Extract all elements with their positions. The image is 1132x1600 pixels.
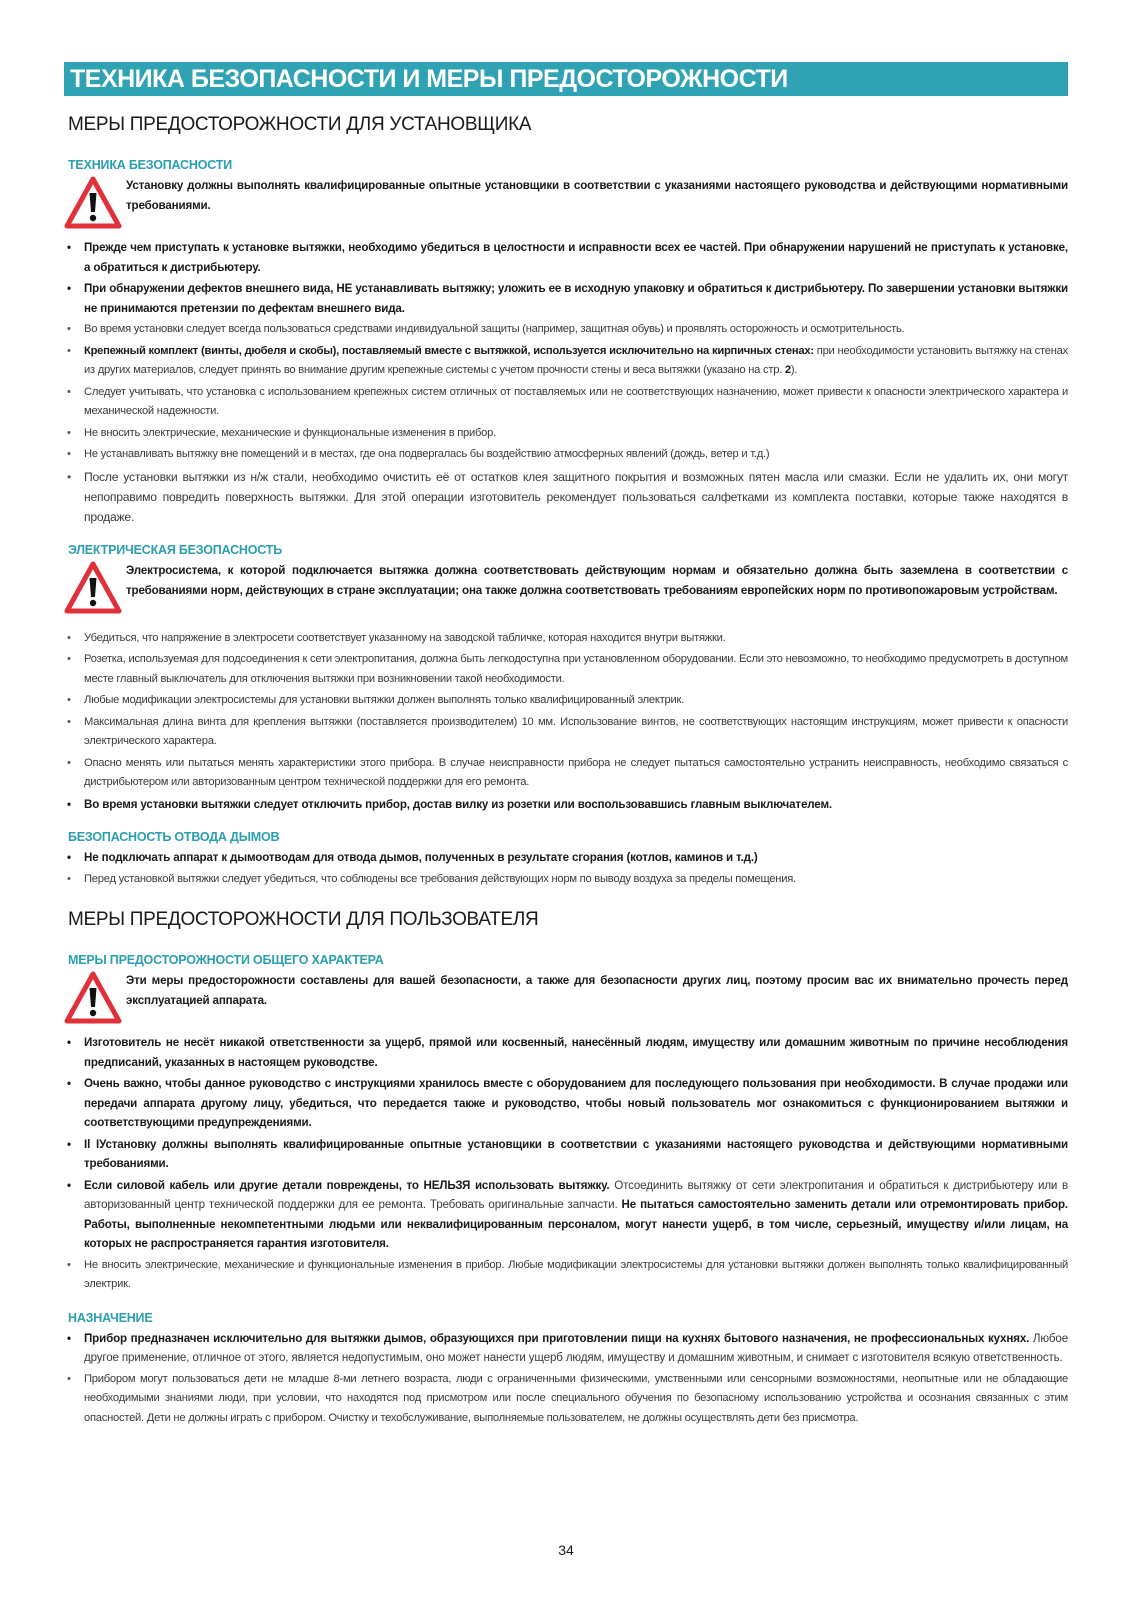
- purpose-bold-text: Прибор предназначен исключительно для вытяжки дымов, образующихся при приготовлении пищи на кухнях бытового назначения, не профессиональных кухнях.: [84, 1331, 1030, 1345]
- page-number: 34: [558, 1542, 574, 1558]
- fastener-light-text: при необходимости установить вытяжку на стенах из других материалов, следует принять во внимание другим крепежные системы с учетом прочности стены и веса вытяжки (указано на стр.: [84, 344, 1068, 376]
- warning-triangle-icon: [64, 971, 122, 1025]
- warning-triangle-icon: [64, 561, 122, 615]
- list-item: [64, 342, 1068, 381]
- safety-subtitle: ТЕХНИКА БЕЗОПАСНОСТИ: [68, 158, 232, 172]
- electric-warning-text: Электросистема, к которой подключается вытяжка должна соответствовать действующим нормам и обязательно должна быть заземлена в соответствии с требованиями норм, действующих в стране эксплуатации; она также должна соответствовать требованиям европейских норм по противопожаровым устройствам.: [126, 563, 1068, 597]
- smoke-subtitle: БЕЗОПАСНОСТЬ ОТВОДА ДЫМОВ: [68, 830, 280, 844]
- fastener-bold-text: Крепежный комплект (винты, дюбеля и скобы), поставляемый вместе с вытяжкой, используется исключительно на кирпичных стенах:: [84, 344, 814, 357]
- list-item: • Во время установки следует всегда пользоваться средствами индивидуальной защиты (например, защитная обувь) и проявлять осторожность и осмотрительность.: [64, 320, 1068, 340]
- smoke-list: [64, 848, 1068, 889]
- fastener-end-text: ).: [790, 364, 798, 376]
- general-warning: [64, 971, 1068, 1025]
- page-banner: ТЕХНИКА БЕЗОПАСНОСТИ И МЕРЫ ПРЕДОСТОРОЖНОСТИ: [64, 62, 1068, 96]
- list-item: • Максимальная длина винта для крепления вытяжки (поставляется производителем) 10 мм. Использование винтов, не соответствующих настоящим инструкциям, может привести к опасности электрического характера.: [64, 713, 1068, 752]
- list-item: [64, 1329, 1068, 1368]
- warning-triangle-icon: [64, 176, 122, 230]
- list-item: • Во время установки вытяжки следует отключить прибор, достав вилку из розетки или воспользовавшись главным выключателем.: [64, 795, 1068, 815]
- list-item: • Il IУстановку должны выполнять квалифицированные опытные установщики в соответствии с указаниями настоящего руководства и действующими нормативными требованиями.: [64, 1135, 1068, 1174]
- list-item: • Перед установкой вытяжки следует убедиться, что соблюдены все требования действующих норм по выводу воздуха за пределы помещения.: [64, 870, 1068, 890]
- safety-warning: [64, 176, 1068, 230]
- list-item: • Очень важно, чтобы данное руководство с инструкциями хранилось вместе с оборудованием для последующего пользования при необходимости. В случае продажи или передачи аппарата другому лицу, убедиться, что передается также и руководство, чтобы новый пользователь мог ознакомиться с функционированием вытяжки и соответствующими предупреждениями.: [64, 1074, 1068, 1133]
- purpose-list: [64, 1329, 1068, 1429]
- list-item: • Не вносить электрические, механические и функциональные изменения в прибор.: [64, 424, 1068, 444]
- user-section-title: МЕРЫ ПРЕДОСТОРОЖНОСТИ ДЛЯ ПОЛЬЗОВАТЕЛЯ: [68, 909, 539, 930]
- purpose-light-text: Любое другое применение, отличное от этого, является недопустимым, оно может нанести ущерб людям, имуществу и домашним животным, и снимает с изготовителя всякую ответственность.: [84, 1331, 1068, 1364]
- electric-list: [64, 629, 1068, 815]
- list-item: • Убедиться, что напряжение в электросети соответствует указанному на заводской табличке, которая находится внутри вытяжки.: [64, 629, 1068, 649]
- list-item: • Розетка, используемая для подсоединения к сети электропитания, должна быть легкодоступна при установленном оборудовании. Если это невозможно, то необходимо предусмотреть в доступном месте главный выключатель для отключения вытяжки при возникновении такой необходимости.: [64, 650, 1068, 689]
- list-item: • Не подключать аппарат к дымоотводам для отвода дымов, полученных в результате сгорания (котлов, каминов и т.д.): [64, 848, 1068, 868]
- purpose-subtitle: НАЗНАЧЕНИЕ: [68, 1310, 153, 1325]
- cable-bold-text-2: Не пытаться самостоятельно заменить детали или отремонтировать прибор. Работы, выполненные некомпетентными людьми или неквалифицированным персоналом, могут нанести ущерб, в том числе, серьезный, имуществу и/или лицам, на которых не распространяется гарантия изготовителя.: [84, 1198, 1068, 1250]
- list-item: • Опасно менять или пытаться менять характеристики этого прибора. В случае неисправности прибора не следует пытаться самостоятельно устранить неисправность, необходимо связаться с дистрибьютером или авторизованным центром технической поддержки для его ремонта.: [64, 754, 1068, 793]
- document-page: [64, 62, 1068, 1430]
- list-item: • Не вносить электрические, механические и функциональные изменения в прибор. Любые модификации электросистемы для установки вытяжки должен выполнять только квалифицированный электрик.: [64, 1256, 1068, 1295]
- cable-light-text: Отсоединить вытяжку от сети электропитания и обратиться к дистрибьютеру или в авторизованный центр технической поддержки для ее ремонта. Требовать оригинальные запчасти.: [84, 1178, 1068, 1211]
- list-item: • Не устанавливать вытяжку вне помещений и в местах, где она подвергалась бы воздействию атмосферных явлений (дождь, ветер и т.д.): [64, 445, 1068, 465]
- general-subtitle: МЕРЫ ПРЕДОСТОРОЖНОСТИ ОБЩЕГО ХАРАКТЕРА: [68, 953, 384, 967]
- list-item: • Прибором могут пользоваться дети не младше 8-ми летнего возраста, люди с ограниченными физическими, умственными или сенсорными возможностями, неопытные или не обладающие необходимыми знаниями люди, при условии, что находятся под присмотром или после специального обучения по безопасному использованию устройства и осознания связанных с этим опасностей. Дети не должны играть с прибором. Очистку и техобслуживание, выполняемые пользователем, не должны осуществлять дети без присмотра.: [64, 1370, 1068, 1429]
- cable-bold-text: Если силовой кабель или другие детали повреждены, то НЕЛЬЗЯ использовать вытяжку.: [84, 1178, 610, 1192]
- safety-warning-text: Установку должны выполнять квалифицированные опытные установщики в соответствии с указаниями настоящего руководства и действующими нормативными требованиями.: [126, 179, 1068, 212]
- list-item: • Любые модификации электросистемы для установки вытяжки должен выполнять только квалифицированный электрик.: [64, 691, 1068, 711]
- electric-subtitle: ЭЛЕКТРИЧЕСКАЯ БЕЗОПАСНОСТЬ: [68, 542, 283, 557]
- safety-list: [64, 238, 1068, 527]
- page-reference: 2: [784, 364, 791, 376]
- general-list: [64, 1033, 1068, 1295]
- list-item: • Прежде чем приступать к установке вытяжки, необходимо убедиться в целостности и исправности всех ее частей. При обнаружении нарушений не приступать к установке, а обратиться к дистрибьютеру.: [64, 238, 1068, 277]
- list-item: • При обнаружении дефектов внешнего вида, НЕ устанавливать вытяжку; уложить ее в исходную упаковку и обратиться к дистрибьютеру. По завершении установки вытяжки не принимаются претензии по дефектам внешнего вида.: [64, 279, 1068, 318]
- list-item: • Изготовитель не несёт никакой ответственности за ущерб, прямой или косвенный, нанесённый людям, имуществу или домашним животным по причине несоблюдения предписаний, указанных в настоящем руководстве.: [64, 1033, 1068, 1072]
- installer-section-title: МЕРЫ ПРЕДОСТОРОЖНОСТИ ДЛЯ УСТАНОВЩИКА: [68, 114, 532, 135]
- electric-warning: [64, 561, 1068, 615]
- list-item: • Следует учитывать, что установка с использованием крепежных систем отличных от поставляемых или не соответствующих назначению, может привести к опасности электрического характера и механической надежности.: [64, 383, 1068, 422]
- list-item: • После установки вытяжки из н/ж стали, необходимо очистить её от остатков клея защитного покрытия и возможных пятен масла или смазки. Если не удалить их, они могут непоправимо повредить поверхность вытяжки. Для этой операции изготовитель рекомендует пользоваться салфетками из комплекта поставки, которые также находятся в продаже.: [64, 467, 1068, 527]
- general-warning-text: Эти меры предосторожности составлены для вашей безопасности, а также для безопасности других лиц, поэтому просим вас их внимательно прочесть перед эксплуатацией аппарата.: [126, 974, 1068, 1007]
- list-item: [64, 1176, 1068, 1254]
